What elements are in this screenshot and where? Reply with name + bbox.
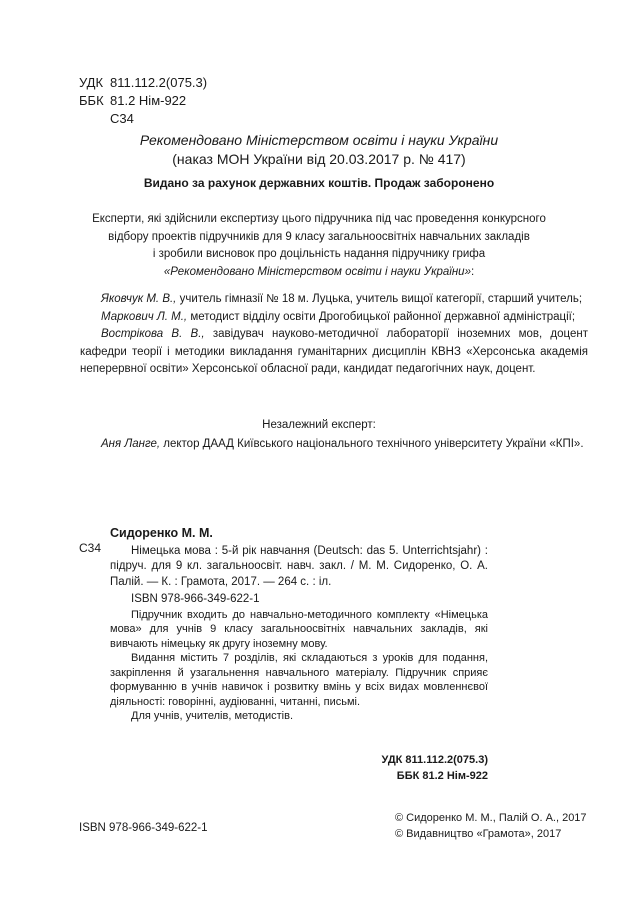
annotation-paragraph: Видання містить 7 розділів, які складаються з уроків для подання, закріплення й узагальнення навчального матеріалу. Підручник сприяє формуванню в учнів навичок і розвитку вмінь у всіх видах мовленнєвої діяльності: говорінні, аудіюванні, читанні, письмі. xyxy=(110,652,488,708)
classification-codes xyxy=(79,74,207,128)
independent-expert-description: лектор ДААД Київського національного технічного університету України «КПІ». xyxy=(160,438,584,450)
udk-value: 811.112.2(075.3) xyxy=(110,75,208,90)
experts-intro-line: відбору проектів підручників для 9 класу загальноосвітніх навчальних закладів xyxy=(108,230,530,243)
grif-text: «Рекомендовано Міністерством освіти і науки України» xyxy=(163,265,471,278)
annotation-paragraph: Підручник входить до навчально-методичного комплекту «Німецька мова» для учнів 9 класу загальноосвітніх навчальних закладів, які вивчають німецьку як другу іноземну мову. xyxy=(110,608,488,650)
independent-expert-entry xyxy=(80,436,588,454)
experts-intro xyxy=(70,211,568,281)
order-line: (наказ МОН України від 20.03.2017 р. № 417) xyxy=(172,151,466,167)
expert-description: завідувач науково-методичної лабораторії іноземних мов, доцент кафедри теорії і методики викладання гуманітарних дисциплін КВНЗ «Херсонська академія неперервної освіти» Херсонської обласної ради, кандидат педагогічних наук, доцент. xyxy=(80,328,588,375)
copyright-authors: © Сидоренко М. М., Палій О. А., 2017 xyxy=(395,812,587,824)
independent-expert xyxy=(80,436,588,454)
recommendation-line: Рекомендовано Міністерством освіти і науки України xyxy=(139,132,499,148)
sale-notice: Видано за рахунок державних коштів. Продаж заборонено xyxy=(143,176,495,190)
copyright xyxy=(395,810,587,842)
expert-description: учитель гімназії № 18 м. Луцька, учитель вищої категорії, старший учитель; xyxy=(176,293,583,305)
ministry-recommendation xyxy=(60,131,578,169)
audience-line: Для учнів, учителів, методистів. xyxy=(131,710,293,722)
expert-entry xyxy=(80,291,588,309)
author-mark: С34 xyxy=(110,111,134,126)
copyright-publisher: © Видавництво «Грамота», 2017 xyxy=(395,828,562,840)
catalog-codes xyxy=(370,752,488,784)
bbk-label: ББК xyxy=(79,93,104,108)
udk-label: УДК xyxy=(79,75,104,90)
catalog-description: Німецька мова : 5-й рік навчання (Deutsch: das 5. Unterrichtsjahr) : підруч. для 9 кл. загальноосвіт. навч. закл. / М. М. Сидоренко, О. А. Палій. — К. : Грамота, 2017. — 264 с. : іл. xyxy=(110,544,488,588)
catalog-card xyxy=(110,526,488,724)
independent-expert-heading: Незалежний експерт: xyxy=(262,419,376,431)
experts-intro-line: Експерти, які здійснили експертизу цього підручника під час проведення конкурсного xyxy=(92,213,546,225)
isbn: ISBN 978-966-349-622-1 xyxy=(79,822,208,834)
catalog-udk: УДК 811.112.2(075.3) xyxy=(381,754,488,766)
catalog-mark: С34 xyxy=(79,541,102,555)
expert-list xyxy=(80,291,588,379)
catalog-bbk: ББК 81.2 Нім-922 xyxy=(396,770,488,782)
expert-name: Маркович Л. М., xyxy=(101,310,188,323)
experts-intro-line: і зробили висновок про доцільність надання підручнику грифа xyxy=(152,248,486,260)
expert-entry xyxy=(80,309,588,327)
expert-entry xyxy=(80,326,588,379)
expert-description: методист відділу освіти Дрогобицької районної державної адміністрації; xyxy=(187,310,576,323)
bbk-value: 81.2 Нім-922 xyxy=(110,93,187,108)
catalog-author: Сидоренко М. М. xyxy=(110,526,213,540)
grif-colon: : xyxy=(470,265,475,278)
independent-expert-name: Аня Ланге, xyxy=(101,438,161,450)
catalog-isbn: ISBN 978-966-349-622-1 xyxy=(131,593,260,605)
expert-name: Вострікова В. В., xyxy=(101,328,205,340)
expert-name: Яковчук М. В., xyxy=(101,293,177,305)
